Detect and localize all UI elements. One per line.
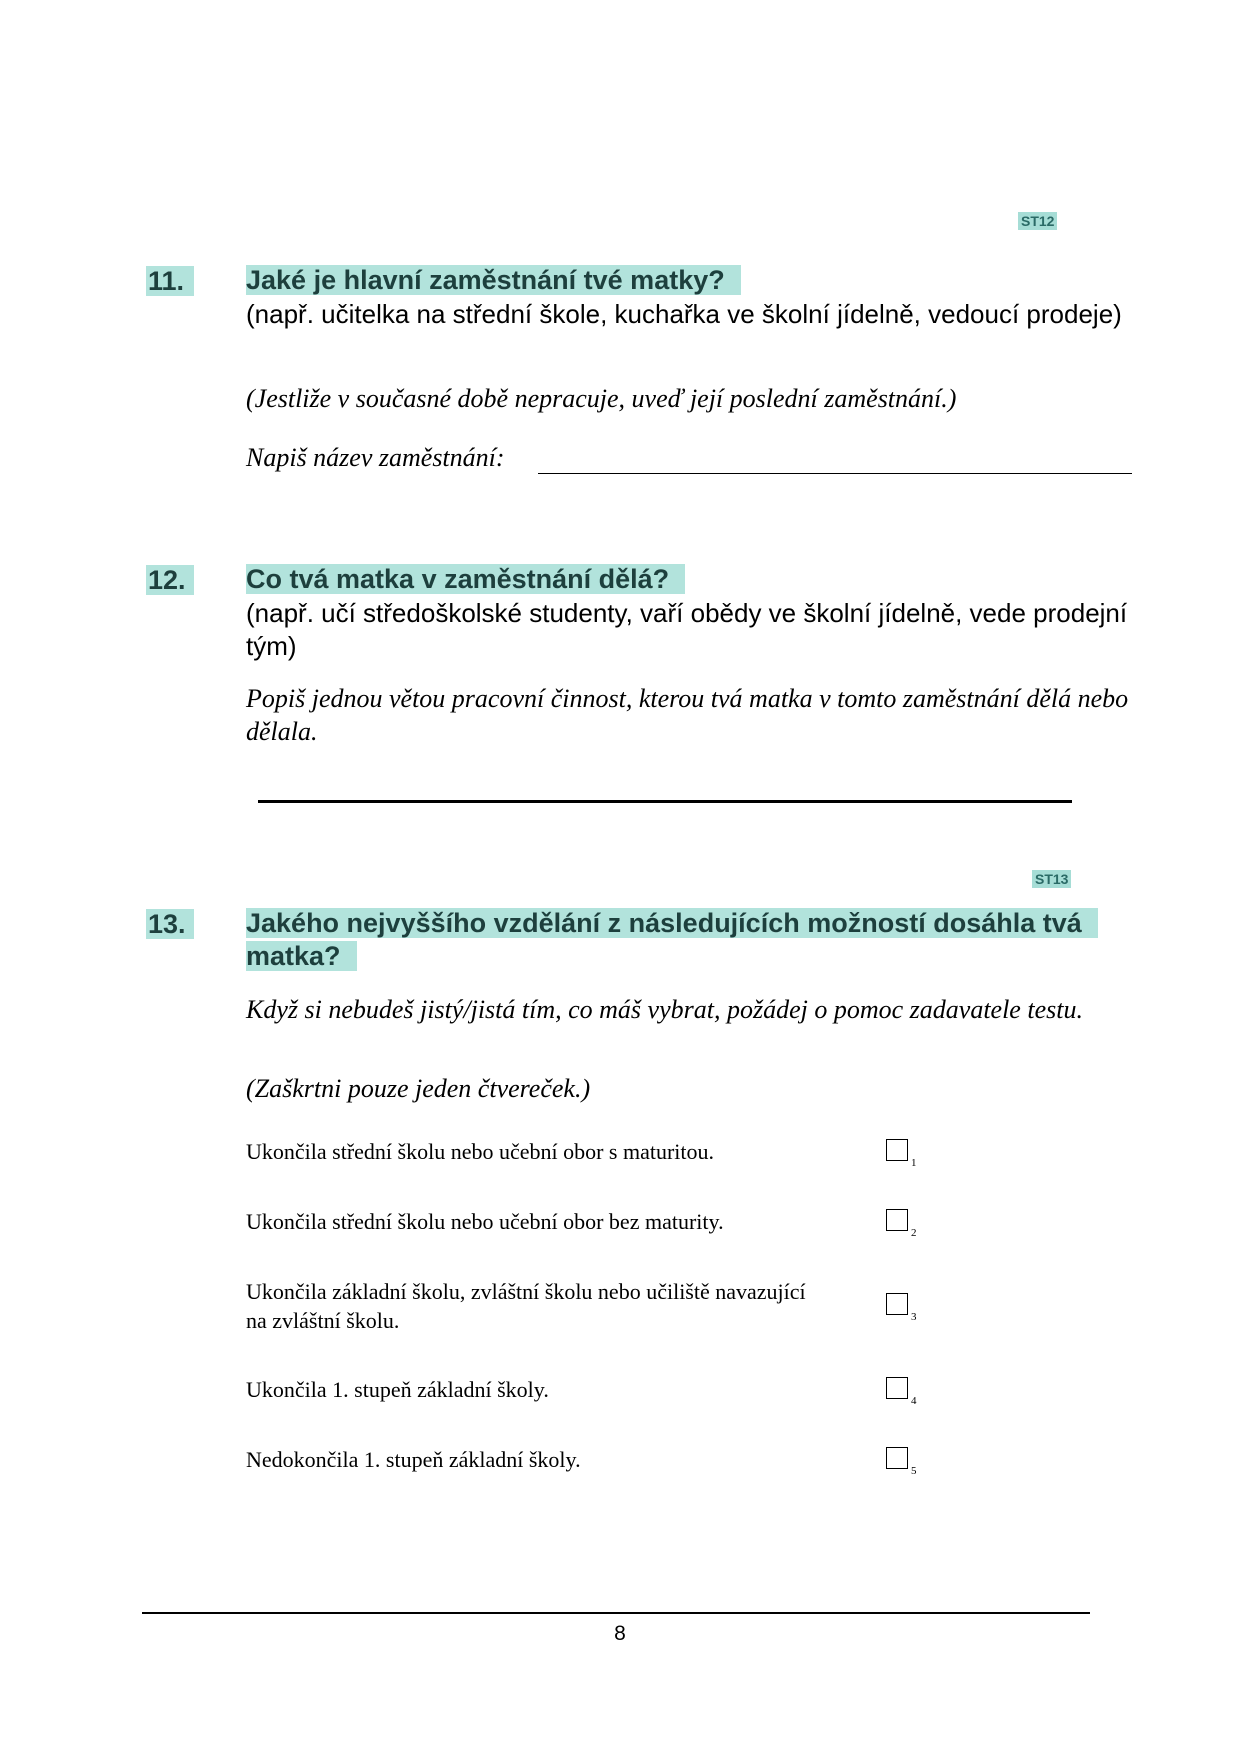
option-checkbox-5[interactable] bbox=[886, 1447, 908, 1469]
activity-input-line[interactable] bbox=[258, 800, 1072, 803]
option-number-4: 4 bbox=[911, 1395, 917, 1407]
question-13-title: Jakého nejvyššího vzdělání z následujících možností dosáhla tvá matka? bbox=[246, 907, 1106, 973]
question-number-13: 13. bbox=[146, 909, 194, 939]
question-12-hint: (např. učí středoškolské studenty, vaří obědy ve školní jídelně, vede prodejní tým) bbox=[246, 598, 1128, 661]
option-number-3: 3 bbox=[911, 1311, 917, 1323]
question-13-instruction: Když si nebudeš jistý/jistá tím, co máš vybrat, požádej o pomoc zadavatele testu. bbox=[246, 995, 1083, 1024]
option-number-5: 5 bbox=[911, 1465, 917, 1477]
occupation-field-label: Napiš název zaměstnání: bbox=[246, 443, 505, 472]
question-code-st13: ST13 bbox=[1032, 870, 1071, 888]
option-checkbox-4[interactable] bbox=[886, 1377, 908, 1399]
question-number-12: 12. bbox=[146, 565, 194, 595]
option-checkbox-3[interactable] bbox=[886, 1293, 908, 1315]
question-12-instruction: Popiš jednou větou pracovní činnost, kterou tvá matka v tomto zaměstnání dělá nebo dělala. bbox=[246, 684, 1129, 746]
question-13-note: (Zaškrtni pouze jeden čtvereček.) bbox=[246, 1074, 591, 1103]
question-11-hint: (např. učitelka na střední škole, kuchařka ve školní jídelně, vedoucí prodeje) bbox=[246, 299, 1122, 329]
footer-rule bbox=[142, 1612, 1090, 1614]
question-code-st12: ST12 bbox=[1018, 212, 1057, 230]
page-number: 8 bbox=[614, 1622, 626, 1645]
question-number-11: 11. bbox=[146, 266, 194, 296]
option-checkbox-2[interactable] bbox=[886, 1209, 908, 1231]
question-11-instruction: (Jestliže v současné době nepracuje, uveď její poslední zaměstnání.) bbox=[246, 384, 957, 413]
option-label-5: Nedokončila 1. stupeň základní školy. bbox=[246, 1447, 581, 1472]
option-label-2: Ukončila střední školu nebo učební obor bez maturity. bbox=[246, 1209, 724, 1234]
question-12-title: Co tvá matka v zaměstnání dělá? bbox=[246, 563, 1106, 596]
question-11-title: Jaké je hlavní zaměstnání tvé matky? bbox=[246, 264, 1106, 297]
option-checkbox-1[interactable] bbox=[886, 1139, 908, 1161]
option-label-3: Ukončila základní školu, zvláštní školu nebo učiliště navazující na zvláštní školu. bbox=[246, 1279, 806, 1333]
option-number-1: 1 bbox=[911, 1157, 917, 1169]
occupation-input-line[interactable] bbox=[538, 472, 1132, 474]
option-label-1: Ukončila střední školu nebo učební obor s maturitou. bbox=[246, 1139, 715, 1164]
option-number-2: 2 bbox=[911, 1227, 917, 1239]
option-label-4: Ukončila 1. stupeň základní školy. bbox=[246, 1377, 549, 1402]
